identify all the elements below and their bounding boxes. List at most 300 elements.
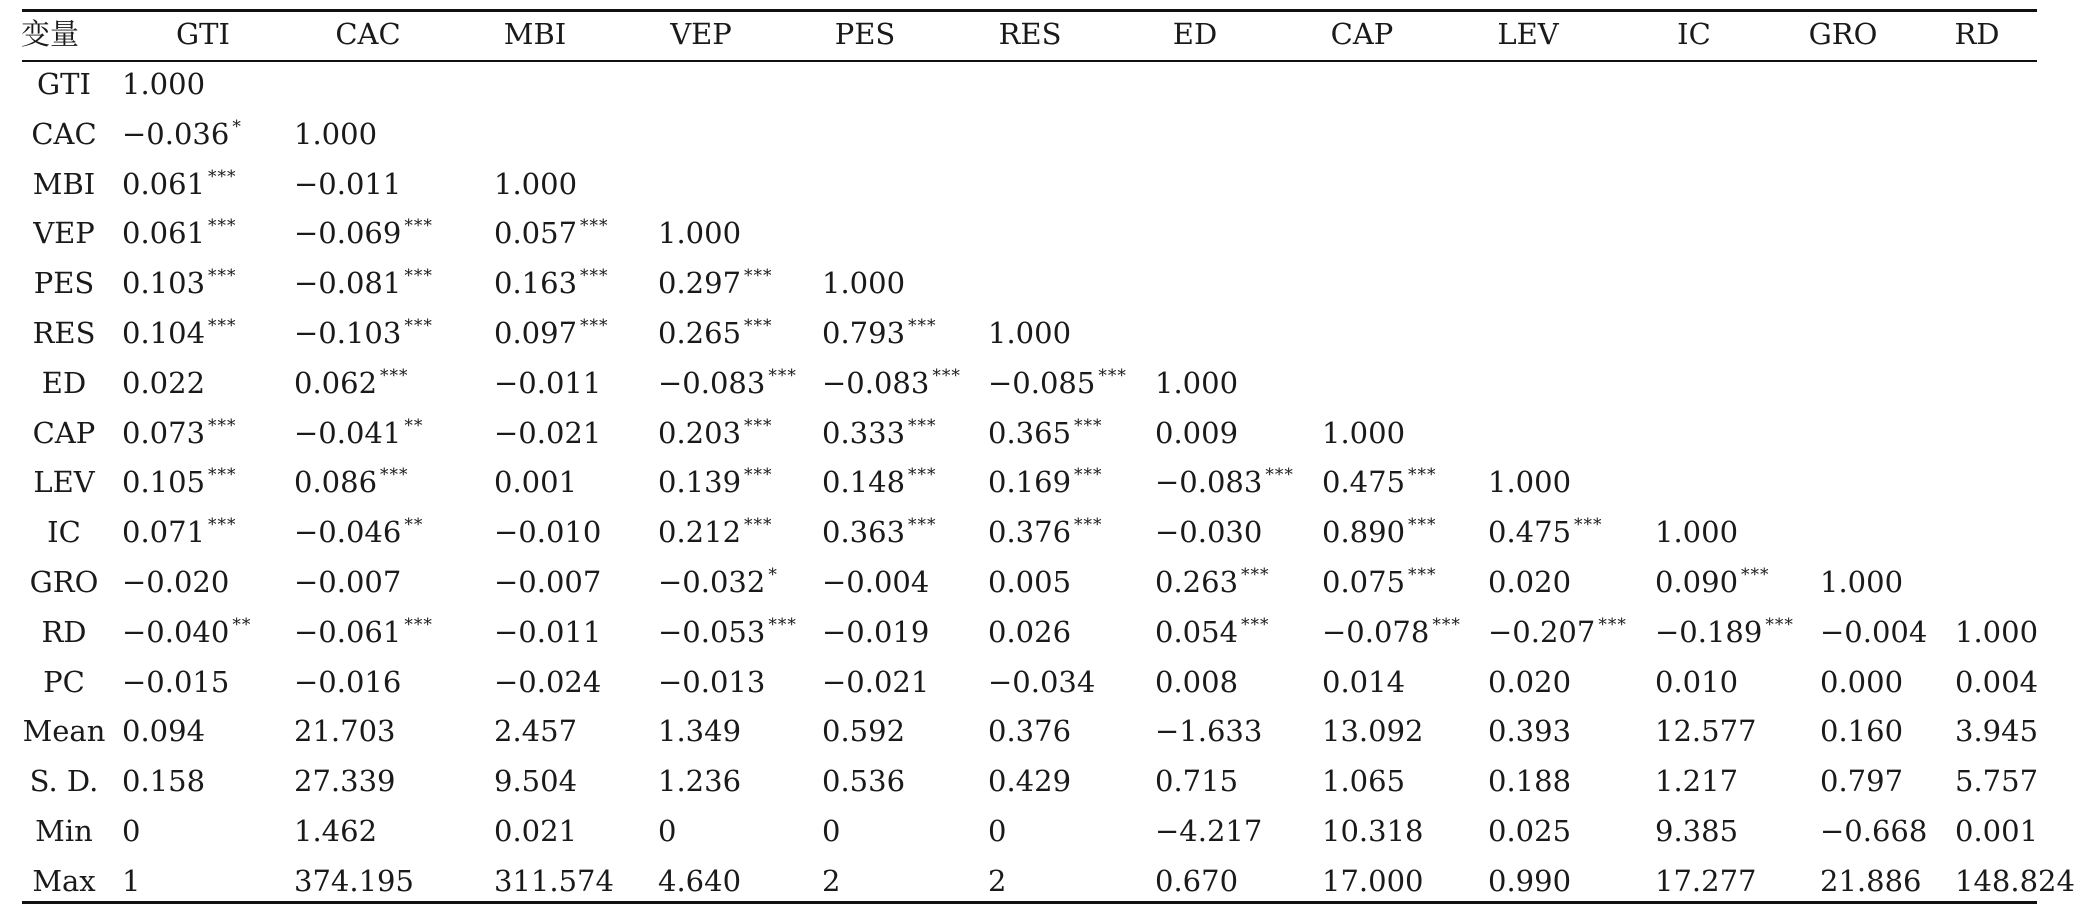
table-cell [658, 409, 773, 457]
cell-value: 1 [122, 863, 141, 898]
cell-value: −0.036 [122, 116, 230, 151]
significance-stars: *** [580, 266, 609, 287]
significance-stars: *** [404, 216, 433, 237]
cell-value: 0.363 [822, 515, 906, 550]
cell-value: −0.061 [294, 614, 402, 649]
cell-value: 0.265 [658, 316, 742, 350]
table-cell [822, 658, 929, 706]
significance-stars: *** [404, 266, 433, 287]
table-cell [658, 608, 797, 656]
table-cell [494, 707, 577, 755]
cell-value: 0.026 [988, 614, 1072, 649]
cell-value: 12.577 [1655, 714, 1757, 749]
column-header-pes: PES [834, 17, 896, 51]
table-cell [122, 857, 140, 905]
table-cell [1322, 409, 1405, 457]
cell-value: 1.000 [1955, 614, 2039, 649]
table-cell [1322, 807, 1423, 855]
column-header-cap: CAP [1330, 17, 1394, 51]
significance-stars: ** [404, 415, 424, 436]
table-cell [1155, 409, 1238, 457]
table-cell [1322, 757, 1405, 805]
table-cell [1155, 458, 1294, 506]
table-cell [988, 658, 1095, 706]
significance-stars: *** [908, 465, 937, 486]
cell-value: 0.263 [1155, 565, 1239, 599]
cell-value: −0.020 [122, 565, 230, 599]
table-cell [122, 209, 237, 257]
significance-stars: *** [1074, 415, 1103, 436]
table-cell [122, 110, 242, 158]
table-cell [1155, 707, 1262, 755]
cell-value: 0.104 [122, 316, 206, 350]
table-cell [1655, 707, 1756, 755]
cell-value: 0.057 [494, 216, 578, 251]
table-cell [1655, 807, 1738, 855]
column-header-gti: GTI [176, 17, 230, 51]
cell-value: 0.203 [658, 415, 742, 450]
cell-value: −0.010 [494, 515, 602, 550]
cell-value: 0.061 [122, 166, 206, 201]
table-cell [122, 160, 237, 208]
table-cell [294, 309, 433, 357]
table-cell [822, 309, 937, 357]
table-cell [658, 209, 741, 257]
cell-value: 1.000 [1820, 565, 1904, 599]
table-cell [494, 508, 601, 556]
cell-value: 0.212 [658, 515, 742, 550]
table-cell [988, 558, 1071, 606]
table-cell [658, 757, 741, 805]
cell-value: −0.189 [1655, 614, 1763, 649]
column-header-gro: GRO [1808, 17, 1878, 51]
table-cell [294, 259, 433, 307]
table-cell [1655, 508, 1738, 556]
cell-value: 1.000 [1155, 365, 1239, 400]
significance-stars: *** [208, 266, 237, 287]
table-cell [658, 359, 797, 407]
table-cell [988, 409, 1103, 457]
row-label: CAC [31, 116, 97, 151]
table-cell [658, 658, 765, 706]
significance-stars: *** [908, 316, 937, 336]
significance-stars: *** [404, 614, 433, 635]
cell-value: 0.004 [1955, 664, 2039, 699]
table-cell [822, 458, 937, 506]
cell-value: 0.797 [1820, 764, 1904, 799]
cell-value: 2 [988, 863, 1007, 898]
cell-value: −0.053 [658, 614, 766, 649]
cell-value: 0.592 [822, 714, 906, 749]
table-cell [122, 807, 140, 855]
cell-value: −1.633 [1155, 714, 1263, 749]
table-cell [1488, 658, 1571, 706]
cell-value: 0.014 [1322, 664, 1406, 699]
cell-value: −0.032 [658, 565, 766, 599]
cell-value: −0.078 [1322, 614, 1430, 649]
table-cell [1655, 857, 1756, 905]
cell-value: 21.703 [294, 714, 396, 749]
table-cell [822, 707, 905, 755]
row-label: GTI [37, 67, 91, 101]
table-cell [122, 458, 237, 506]
significance-stars: *** [1241, 565, 1270, 585]
significance-stars: *** [744, 465, 773, 486]
table-cell [294, 608, 433, 656]
table-cell [1955, 857, 2075, 905]
cell-value: −0.081 [294, 266, 402, 301]
table-cell [294, 209, 433, 257]
table-cell [122, 60, 205, 108]
cell-value: 1.349 [658, 714, 742, 749]
cell-value: 0.001 [1955, 814, 2039, 848]
significance-stars: *** [908, 515, 937, 536]
table-cell [1820, 558, 1903, 606]
table-cell [1322, 707, 1423, 755]
cell-value: 0.061 [122, 216, 206, 251]
significance-stars: *** [744, 316, 773, 336]
cell-value: 21.886 [1820, 863, 1922, 898]
table-cell [122, 608, 251, 656]
cell-value: 4.640 [658, 863, 742, 898]
significance-stars: *** [208, 465, 237, 486]
table-cell [822, 608, 929, 656]
table-cell [988, 608, 1071, 656]
cell-value: 0 [988, 814, 1007, 848]
table-cell [294, 757, 395, 805]
row-label: Min [35, 814, 93, 848]
table-cell [1820, 707, 1903, 755]
table-cell [1955, 807, 2038, 855]
cell-value: −0.004 [1820, 614, 1928, 649]
significance-stars: *** [908, 415, 937, 436]
significance-stars: *** [380, 465, 409, 486]
table-cell [822, 558, 929, 606]
table-cell [122, 508, 237, 556]
significance-stars: *** [1574, 515, 1603, 536]
significance-stars: *** [1408, 515, 1437, 536]
table-cell [294, 359, 409, 407]
cell-value: 0.429 [988, 764, 1072, 799]
table-cell [1655, 608, 1794, 656]
table-cell [294, 110, 377, 158]
table-cell [494, 209, 609, 257]
cell-value: −0.011 [494, 614, 602, 649]
table-cell [294, 807, 377, 855]
significance-stars: *** [208, 166, 237, 187]
cell-value: −0.011 [294, 166, 402, 201]
cell-value: −0.083 [658, 365, 766, 400]
table-cell [1155, 857, 1238, 905]
cell-value: 0.365 [988, 415, 1072, 450]
table-cell [658, 259, 773, 307]
cell-value: 2.457 [494, 714, 578, 749]
table-cell [1488, 807, 1571, 855]
cell-value: 0.169 [988, 465, 1072, 500]
significance-stars: *** [1408, 565, 1437, 585]
table-cell [494, 658, 601, 706]
cell-value: 0.536 [822, 764, 906, 799]
significance-stars: * [768, 565, 778, 585]
table-cell [1820, 757, 1903, 805]
cell-value: 0.333 [822, 415, 906, 450]
cell-value: 148.824 [1955, 863, 2075, 898]
cell-value: 10.318 [1322, 814, 1424, 848]
table-cell [1820, 807, 1927, 855]
cell-value: −0.011 [494, 365, 602, 400]
cell-value: −0.019 [822, 614, 930, 649]
table-cell [822, 757, 905, 805]
significance-stars: *** [932, 365, 961, 386]
cell-value: −0.015 [122, 664, 230, 699]
cell-value: −0.034 [988, 664, 1096, 699]
cell-value: 0.005 [988, 565, 1072, 599]
cell-value: 0.715 [1155, 764, 1239, 799]
cell-value: 0.008 [1155, 664, 1239, 699]
cell-value: 311.574 [494, 863, 614, 898]
table-cell [494, 259, 609, 307]
cell-value: −0.007 [494, 565, 602, 599]
cell-value: 9.385 [1655, 814, 1739, 848]
significance-stars: *** [380, 365, 409, 386]
cell-value: 1.000 [494, 166, 578, 201]
cell-value: 0.376 [988, 515, 1072, 550]
table-cell [1955, 658, 2038, 706]
table-cell [1488, 707, 1571, 755]
header-rule [22, 60, 2037, 62]
table-cell [988, 458, 1103, 506]
table-cell [822, 359, 961, 407]
table-cell [988, 309, 1071, 357]
table-cell [1488, 608, 1627, 656]
row-label: IC [47, 515, 81, 550]
significance-stars: *** [1765, 614, 1794, 635]
cell-value: 0.001 [494, 465, 578, 500]
cell-value: 0 [822, 814, 841, 848]
significance-stars: *** [208, 316, 237, 336]
significance-stars: *** [1598, 614, 1627, 635]
table-cell [658, 458, 773, 506]
cell-value: 0.158 [122, 764, 206, 799]
cell-value: 1.000 [658, 216, 742, 251]
cell-value: 9.504 [494, 764, 578, 799]
cell-value: 1.000 [822, 266, 906, 301]
cell-value: 1.000 [122, 67, 206, 101]
table-cell [1655, 757, 1738, 805]
table-cell [122, 359, 205, 407]
table-cell [294, 409, 423, 457]
table-cell [1322, 458, 1437, 506]
column-header-vep: VEP [670, 17, 732, 51]
column-header-lev: LEV [1497, 17, 1559, 51]
cell-value: −0.103 [294, 316, 402, 350]
cell-value: −0.046 [294, 515, 402, 550]
cell-value: 0.094 [122, 714, 206, 749]
significance-stars: *** [208, 415, 237, 436]
row-label: MBI [32, 166, 96, 201]
row-label: VEP [33, 216, 95, 251]
cell-value: 0.297 [658, 266, 742, 301]
cell-value: −0.021 [822, 664, 930, 699]
cell-value: 0 [658, 814, 677, 848]
table-cell [122, 707, 205, 755]
cell-value: −0.041 [294, 415, 402, 450]
cell-value: 0.073 [122, 415, 206, 450]
cell-value: 27.339 [294, 764, 396, 799]
cell-value: 0.009 [1155, 415, 1239, 450]
cell-value: 1.236 [658, 764, 742, 799]
cell-value: 1.217 [1655, 764, 1739, 799]
significance-stars: *** [1074, 515, 1103, 536]
cell-value: 1.000 [988, 316, 1072, 350]
table-cell [658, 857, 741, 905]
significance-stars: *** [208, 515, 237, 536]
cell-value: 0.103 [122, 266, 206, 301]
cell-value: 0.020 [1488, 664, 1572, 699]
row-label: CAP [32, 415, 96, 450]
significance-stars: *** [1265, 465, 1294, 486]
significance-stars: *** [580, 216, 609, 237]
cell-value: 0 [122, 814, 141, 848]
table-cell [658, 558, 778, 606]
cell-value: 17.277 [1655, 863, 1757, 898]
cell-value: −0.040 [122, 614, 230, 649]
cell-value: 0.062 [294, 365, 378, 400]
table-cell [1655, 558, 1770, 606]
row-label: PES [33, 266, 95, 301]
cell-value: −0.007 [294, 565, 402, 599]
table-cell [494, 857, 614, 905]
row-label: GRO [29, 565, 99, 599]
table-cell [1155, 558, 1270, 606]
table-cell [494, 359, 601, 407]
table-cell [294, 857, 414, 905]
cell-value: 0.475 [1488, 515, 1572, 550]
table-cell [1820, 608, 1927, 656]
significance-stars: *** [768, 365, 797, 386]
row-label: Max [32, 863, 96, 898]
table-cell [1155, 508, 1262, 556]
table-cell [1655, 658, 1738, 706]
table-cell [122, 558, 229, 606]
table-cell [1322, 658, 1405, 706]
cell-value: 13.092 [1322, 714, 1424, 749]
table-cell [494, 309, 609, 357]
cell-value: 0.000 [1820, 664, 1904, 699]
cell-value: 374.195 [294, 863, 414, 898]
table-cell [988, 359, 1127, 407]
significance-stars: *** [1408, 465, 1437, 486]
table-cell [294, 160, 401, 208]
table-cell [1820, 658, 1903, 706]
cell-value: 2 [822, 863, 841, 898]
table-cell [658, 707, 741, 755]
cell-value: 0.139 [658, 465, 742, 500]
cell-value: 1.000 [1322, 415, 1406, 450]
cell-value: 0.021 [494, 814, 578, 848]
table-cell [658, 807, 676, 855]
table-cell [988, 707, 1071, 755]
cell-value: 0.475 [1322, 465, 1406, 500]
cell-value: −0.085 [988, 365, 1096, 400]
cell-value: −0.668 [1820, 814, 1928, 848]
table-cell [1955, 608, 2038, 656]
table-cell [1488, 458, 1571, 506]
cell-value: 0.163 [494, 266, 578, 301]
significance-stars: *** [1074, 465, 1103, 486]
table-cell [294, 558, 401, 606]
column-header-rd: RD [1954, 17, 2000, 51]
column-header-ic: IC [1677, 17, 1711, 51]
table-cell [122, 259, 237, 307]
column-header-res: RES [998, 17, 1062, 51]
cell-value: −0.030 [1155, 515, 1263, 550]
table-cell [294, 458, 409, 506]
table-cell [658, 309, 773, 357]
table-cell [1488, 558, 1571, 606]
significance-stars: *** [1432, 614, 1461, 635]
cell-value: 1.000 [1488, 465, 1572, 500]
significance-stars: *** [1241, 614, 1270, 635]
table-cell [822, 508, 937, 556]
significance-stars: *** [744, 515, 773, 536]
row-label: RES [32, 316, 96, 350]
cell-value: 0.393 [1488, 714, 1572, 749]
table-cell [122, 309, 237, 357]
row-label: S. D. [29, 764, 99, 799]
table-cell [494, 558, 601, 606]
significance-stars: *** [1741, 565, 1770, 585]
cell-value: 0.376 [988, 714, 1072, 749]
cell-value: 0.890 [1322, 515, 1406, 550]
column-header-cac: CAC [335, 17, 401, 51]
table-cell [988, 508, 1103, 556]
table-cell [1322, 857, 1423, 905]
column-header-mbi: MBI [503, 17, 567, 51]
column-header-variable: 变量 [20, 17, 79, 51]
significance-stars: *** [768, 614, 797, 635]
table-cell [822, 259, 905, 307]
cell-value: 0.010 [1655, 664, 1739, 699]
cell-value: 1.462 [294, 814, 378, 848]
table-cell [1155, 608, 1270, 656]
table-cell [1488, 508, 1603, 556]
row-label: ED [41, 365, 87, 400]
table-cell [1955, 707, 2038, 755]
significance-stars: ** [404, 515, 424, 536]
cell-value: −4.217 [1155, 814, 1263, 848]
cell-value: 0.086 [294, 465, 378, 500]
table-cell [494, 608, 601, 656]
significance-stars: *** [208, 216, 237, 237]
cell-value: −0.013 [658, 664, 766, 699]
cell-value: −0.083 [1155, 465, 1263, 500]
table-cell [1820, 857, 1921, 905]
table-cell [822, 807, 840, 855]
table-cell [988, 757, 1071, 805]
cell-value: 0.990 [1488, 863, 1572, 898]
significance-stars: *** [580, 316, 609, 336]
table-cell [988, 857, 1006, 905]
table-cell [1155, 359, 1238, 407]
cell-value: 0.670 [1155, 863, 1239, 898]
table-cell [822, 409, 937, 457]
cell-value: −0.069 [294, 216, 402, 251]
significance-stars: *** [404, 316, 433, 336]
table-cell [294, 707, 395, 755]
cell-value: −0.207 [1488, 614, 1596, 649]
table-cell [122, 658, 229, 706]
